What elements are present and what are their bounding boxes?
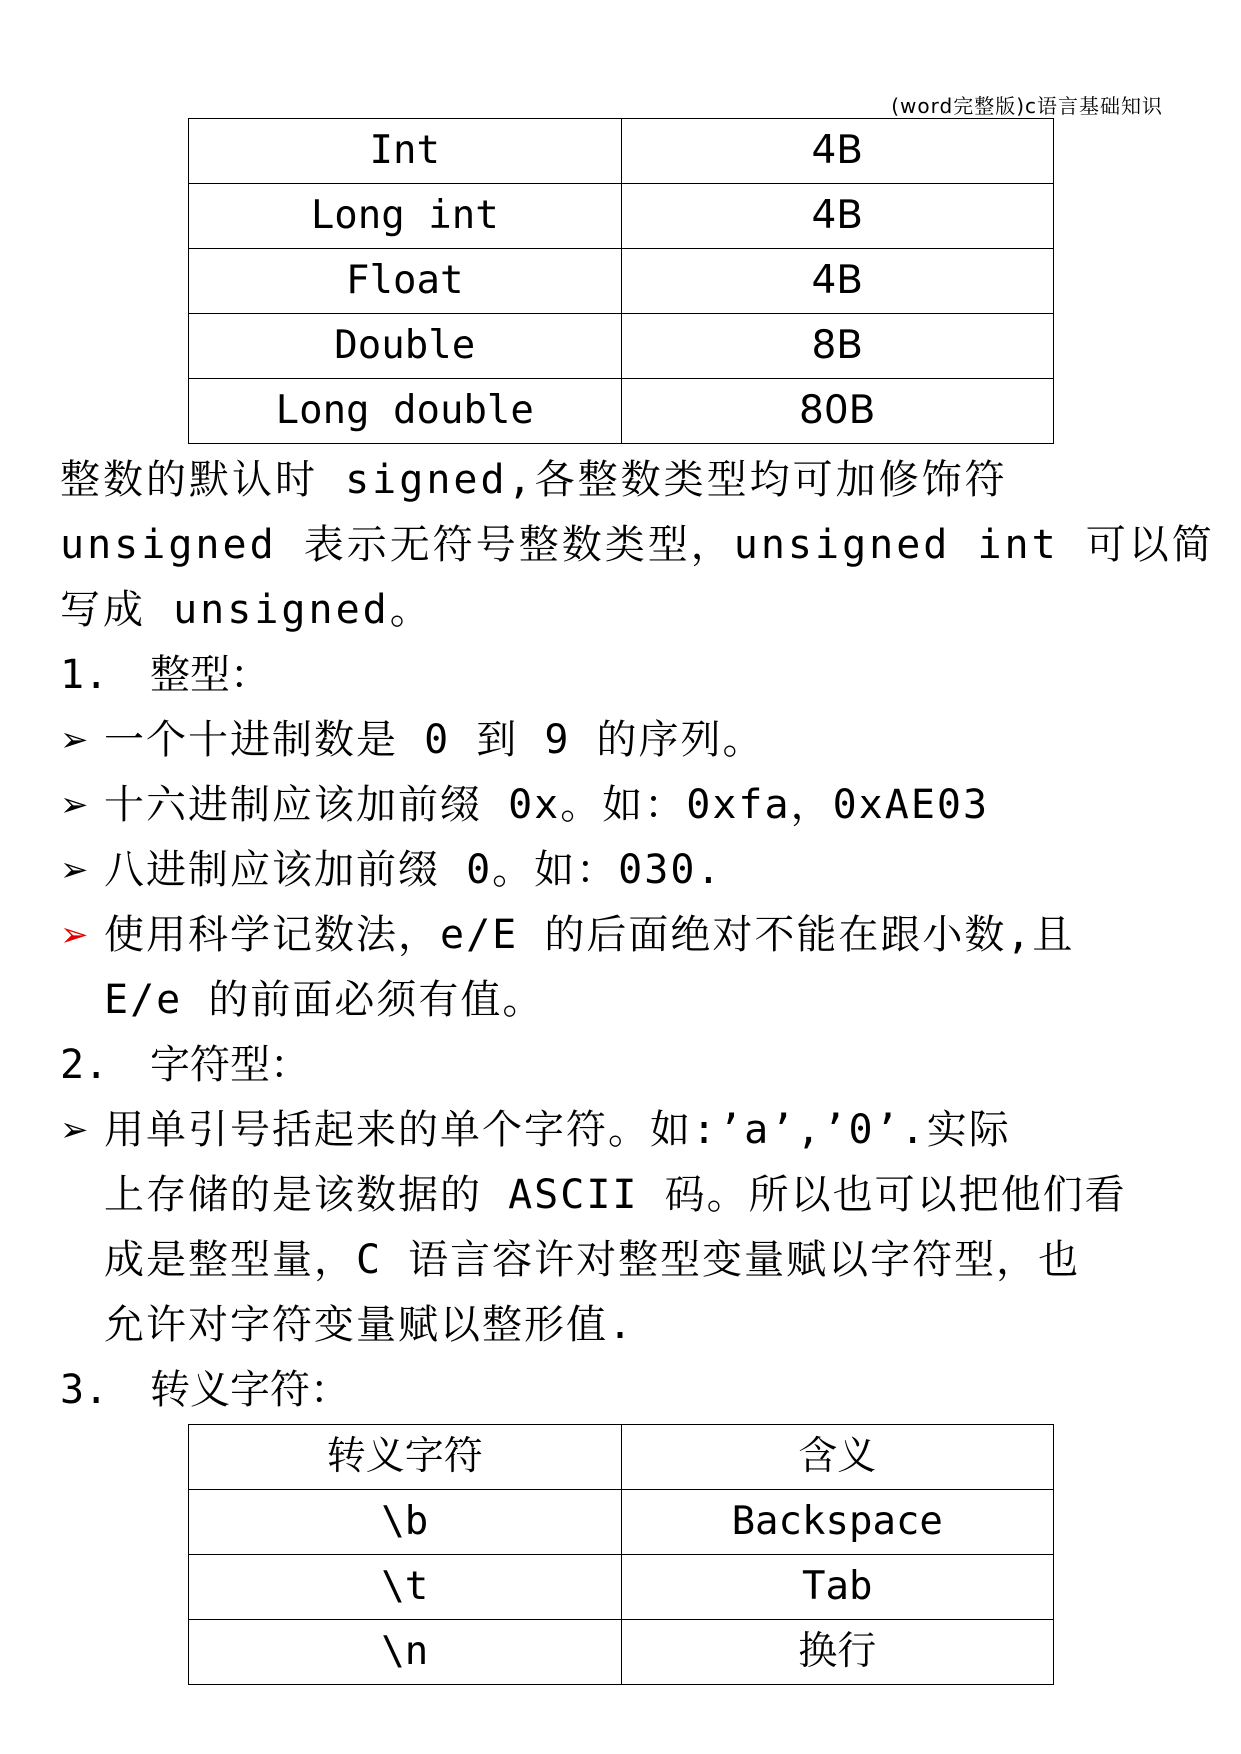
intro-line: 整数的默认时 signed,各整数类型均可加修饰符 — [60, 457, 1008, 503]
arrow-bullet-icon: ➢ — [60, 720, 91, 760]
section-heading-escape — [60, 1358, 350, 1423]
section-number: 1. — [60, 652, 109, 698]
table-row — [189, 1490, 1054, 1555]
list-item — [60, 1098, 1185, 1358]
bullet-text: 使用科学记数法，e/E 的后面绝对不能在跟小数,且 — [104, 912, 1075, 958]
table-row — [189, 314, 1054, 379]
section-title: 字符型： — [150, 1042, 310, 1088]
type-size-table — [188, 118, 1054, 444]
bullet-text: 允许对字符变量赋以整形值. — [104, 1302, 635, 1348]
bullet-text: 用单引号括起来的单个字符。如:’a’,’0’.实际 — [104, 1107, 1011, 1153]
size-cell: 80B — [621, 379, 1054, 444]
arrow-bullet-icon: ➢ — [60, 850, 91, 890]
size-cell: 8B — [621, 314, 1054, 379]
arrow-bullet-icon: ➢ — [60, 785, 91, 825]
column-header: 转义字符 — [189, 1425, 622, 1490]
table-header-row — [189, 1425, 1054, 1490]
intro-paragraph — [60, 448, 1215, 643]
escape-cell: \b — [189, 1490, 622, 1555]
intro-line: 写成 unsigned。 — [60, 587, 433, 633]
column-header: 含义 — [621, 1425, 1054, 1490]
list-item — [60, 903, 1185, 1033]
type-cell: Double — [189, 314, 622, 379]
type-cell: Float — [189, 249, 622, 314]
section-number: 3. — [60, 1367, 109, 1413]
arrow-bullet-icon: ➢ — [60, 915, 91, 955]
meaning-cell: Tab — [621, 1555, 1054, 1620]
type-cell: Int — [189, 119, 622, 184]
type-cell: Long double — [189, 379, 622, 444]
bullet-text: 一个十进制数是 0 到 9 的序列。 — [104, 717, 765, 763]
bullet-text: 成是整型量，C 语言容许对整型变量赋以字符型，也 — [104, 1237, 1081, 1283]
list-item — [60, 838, 1185, 903]
intro-line: unsigned 表示无符号整数类型，unsigned int 可以简 — [60, 522, 1215, 568]
section-title: 转义字符： — [150, 1367, 350, 1413]
size-cell: 4B — [621, 249, 1054, 314]
table-row — [189, 119, 1054, 184]
table-row — [189, 379, 1054, 444]
bullet-text: 十六进制应该加前缀 0x。如：0xfa，0xAE03 — [104, 782, 990, 828]
bullet-text: 上存储的是该数据的 ASCII 码。所以也可以把他们看 — [104, 1172, 1127, 1218]
size-cell: 4B — [621, 184, 1054, 249]
meaning-cell: Backspace — [621, 1490, 1054, 1555]
section-heading-char — [60, 1033, 310, 1098]
page-header: (word完整版)c语言基础知识 — [891, 94, 1163, 118]
escape-cell: \t — [189, 1555, 622, 1620]
section-title: 整型： — [150, 652, 270, 698]
bullet-text: 八进制应该加前缀 0。如：030. — [104, 847, 723, 893]
list-item — [60, 773, 1185, 838]
table-row — [189, 249, 1054, 314]
bullet-text: E/e 的前面必须有值。 — [104, 977, 545, 1023]
table-row — [189, 1555, 1054, 1620]
list-item — [60, 708, 1185, 773]
type-cell: Long int — [189, 184, 622, 249]
table-row — [189, 1620, 1054, 1685]
section-number: 2. — [60, 1042, 109, 1088]
section-heading-integer — [60, 643, 270, 708]
escape-char-table — [188, 1424, 1054, 1685]
table-row — [189, 184, 1054, 249]
arrow-bullet-icon: ➢ — [60, 1110, 91, 1150]
escape-cell: \n — [189, 1620, 622, 1685]
meaning-cell: 换行 — [621, 1620, 1054, 1685]
size-cell: 4B — [621, 119, 1054, 184]
